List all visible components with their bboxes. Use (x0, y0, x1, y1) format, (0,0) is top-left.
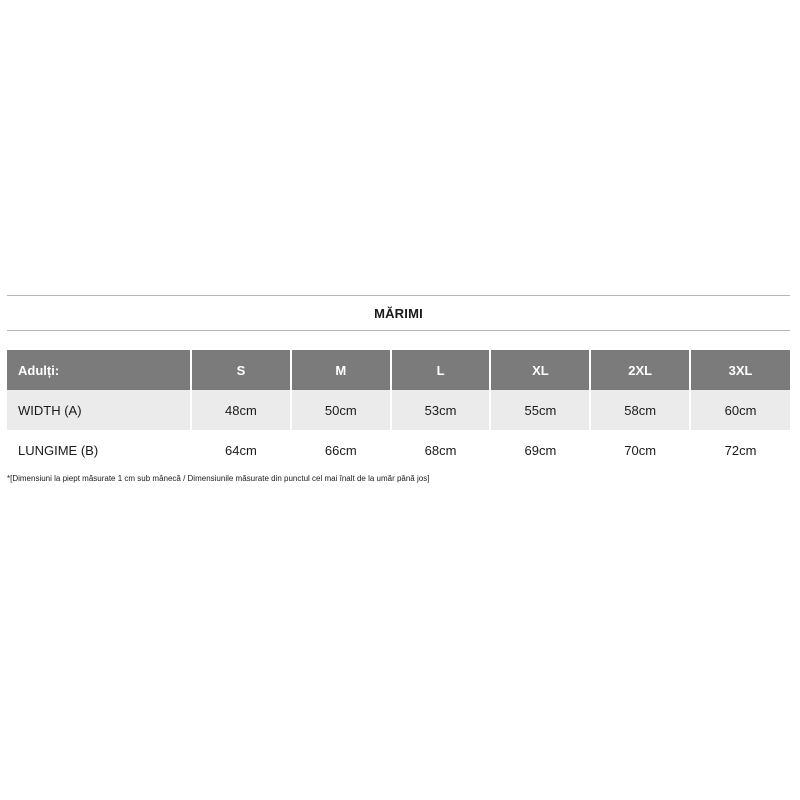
size-header-2xl: 2XL (590, 350, 690, 390)
chart-title: MĂRIMI (374, 305, 423, 321)
table-cell: 66cm (291, 430, 391, 470)
table-cell: 60cm (690, 390, 790, 430)
table-cell: 68cm (391, 430, 491, 470)
table-row-width (7, 390, 790, 430)
row-label: LUNGIME (B) (7, 430, 191, 470)
table-cell: 64cm (191, 430, 291, 470)
footnote: *[Dimensiuni la piept măsurate 1 cm sub mânecă / Dimensiunile măsurate din punctul cel mai înalt de la umăr până jos] (7, 474, 430, 483)
size-header-l: L (391, 350, 491, 390)
row-label: WIDTH (A) (7, 390, 191, 430)
header-label: Adulți: (7, 350, 191, 390)
table-cell: 50cm (291, 390, 391, 430)
table-cell: 48cm (191, 390, 291, 430)
header-row (7, 350, 790, 390)
title-bar (7, 295, 790, 331)
size-chart (7, 295, 790, 483)
table-cell: 70cm (590, 430, 690, 470)
table-row-length (7, 430, 790, 470)
size-header-3xl: 3XL (690, 350, 790, 390)
size-table (7, 350, 790, 470)
table-cell: 69cm (490, 430, 590, 470)
size-header-s: S (191, 350, 291, 390)
size-header-xl: XL (490, 350, 590, 390)
table-cell: 55cm (490, 390, 590, 430)
table-cell: 53cm (391, 390, 491, 430)
table-cell: 58cm (590, 390, 690, 430)
table-cell: 72cm (690, 430, 790, 470)
size-header-m: M (291, 350, 391, 390)
